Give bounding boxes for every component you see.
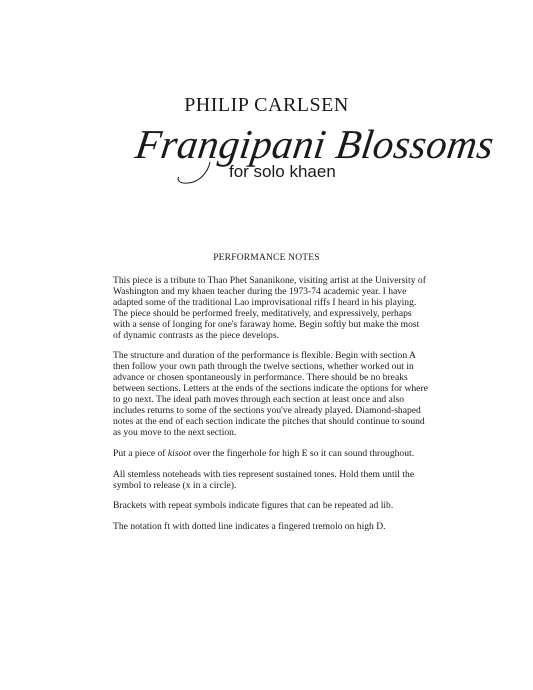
notes-paragraph-sustained: All stemless noteheads with ties represent sustained tones. Hold them until the symbol to release (x in a circle). [113,468,415,491]
notes-paragraph-tremolo [113,522,429,533]
tremolo-text-after: with dotted line indicates a fingered tremolo on high D. [170,521,386,533]
performance-notes-body [113,276,429,543]
notes-paragraph-brackets: Brackets with repeat symbols indicate figures that can be repeated ad lib. [113,500,394,512]
notes-paragraph-structure: The structure and duration of the performance is flexible. Begin with section A then follow your own path through the twelve sections, whether worked out in advance or chosen spontaneously in performance. There should be no breaks between sections. Letters at the ends of the sections indicate the options for where to go next. The ideal path moves through each section at least once and also includes returns to some of the sections you've already played. Diamond-shaped notes at the end of each section indicate the pitches that should continue to sound as you move to the next section. [113,350,428,438]
piece-subtitle: for solo khaen [229,162,336,181]
kisoot-text-after: over the fingerhole for high E so it can sound throughout. [190,447,415,459]
composer-name: PHILIP CARLSEN [184,94,349,116]
kisoot-text-before: Put a piece of [113,447,168,459]
title-flourish-ornament [170,160,230,186]
notes-paragraph-kisoot [113,449,429,460]
performance-notes-heading: PERFORMANCE NOTES [213,253,320,263]
tremolo-text-before: The notation [113,521,165,533]
notes-paragraph-tribute: This piece is a tribute to Thao Phet Sananikone, visiting artist at the University of Washington and my khaen teacher during the 1973-74 academic year. I have adapted some of the traditional Lao improvisational riffs I heard in his playing. The piece should be performed freely, meditatively, and expressively, perhaps with a sense of longing for one's faraway home. Begin softly but make the most of dynamic contrasts as the piece develops. [113,275,426,341]
tremolo-symbol: ft [164,521,171,533]
kisoot-term: kisoot [167,447,191,459]
piece-title: Frangipani Blossoms [132,121,497,167]
